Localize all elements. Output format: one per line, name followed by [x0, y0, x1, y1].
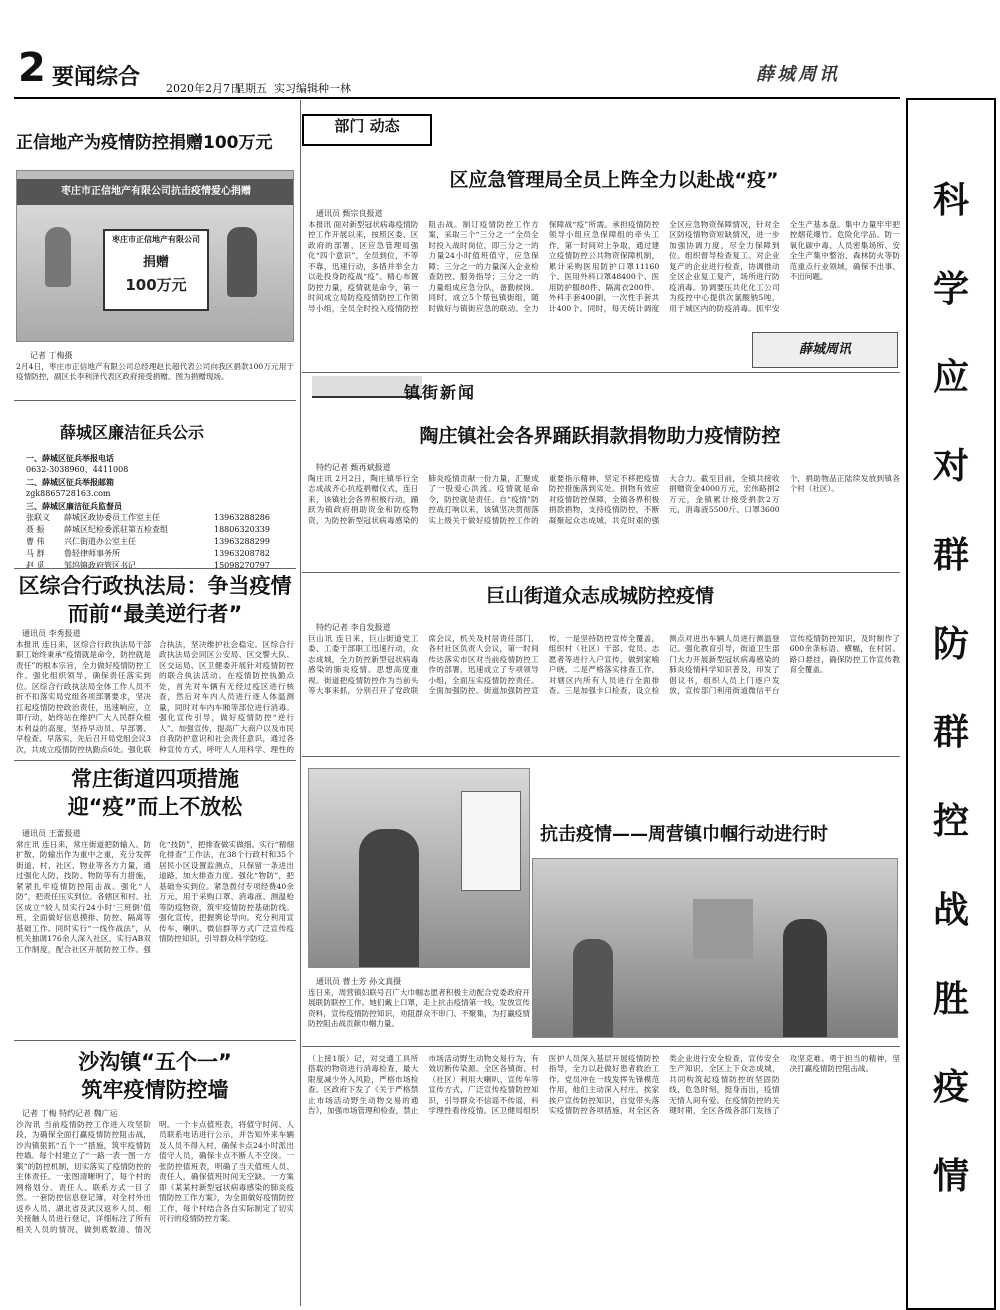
notice-paper [461, 791, 521, 891]
shagou-byline: 记者 丁梅 特约记者 魏广运 [22, 1109, 118, 1118]
member-row: 张联义 薛城区政协委员工作室主任 13963288286 [26, 513, 270, 522]
side-banner [906, 98, 996, 1310]
person-figure [359, 829, 419, 968]
banner-char: 疫 [932, 1067, 969, 1109]
person-figure [573, 939, 613, 1038]
sign-amount: 100万元 [125, 276, 187, 294]
newspaper-logo: 薛城周讯 [756, 64, 840, 85]
editor-name: 种一林 [318, 82, 351, 95]
banner-char: 战 [932, 889, 969, 931]
changzhuang-title: 常庄街道四项措施 迎“疫”而上不放松 [67, 767, 243, 820]
sign-company: 枣庄市正信地产有限公司 [112, 235, 200, 244]
banner-char: 群 [932, 534, 969, 576]
divider [302, 756, 900, 757]
member-row: 赵 觅 邹坞镇政府管区书记 15098270797 [26, 561, 270, 570]
logo-inset: 薛城周讯 [752, 332, 898, 368]
dept-tag: 部门 动态 [302, 114, 432, 146]
divider [14, 568, 296, 569]
notice-title: 薛城区廉洁征兵公示 [60, 423, 205, 442]
banner-char: 群 [932, 712, 969, 754]
editor-label: 实习编辑 [274, 82, 318, 95]
divider [302, 372, 900, 373]
photo-volunteers-poster [308, 768, 530, 968]
person-figure [45, 227, 71, 287]
town-body: 陶庄讯 2月2日，陶庄镇举行全志成战齐心抗疫捐赠仪式，连日来，该镇社会各界积极行动，踊跃为镇政府捐助资金和防疫物资，为防控新型冠状病毒感染的肺炎疫情贡献一份力量，汇聚成了一股爱心洪流。疫情就是命令，防控就是责任。自“疫情”防控战打响以来，该镇坚决贯彻落实上级关于做好疫情防控工作的重要指示精神，坚定不移把疫情防控措施落到实处。捐物有效应对疫情防控保障，全镇各界积极捐款捐物，支持疫情防控，不断凝聚起众志成城、共克时艰的强大合力。截至目前，全镇共接收捐赠资金4000万元，宏伟路捐2万元，金镇累计接受捐款2万元，消毒液5500斤、口罩3600个，捐助物品正陆续发放到镇各个村（社区）。 [308, 474, 900, 525]
member-row: 曹 伟 兴仁街道办公室主任 13963288299 [26, 537, 270, 546]
notice-s3-title: 三、薛城区廉洁征兵监督员 [26, 501, 122, 511]
member-row: 聂 振 薛城区纪检委派驻第五检查组 18806320339 [26, 525, 270, 534]
banner-char: 胜 [932, 978, 969, 1020]
donation-title: 正信地产为疫情防控捐赠100万元 [16, 133, 273, 153]
divider [302, 1046, 900, 1047]
photo-story-caption: 连日来，周营镇妇联号召广大巾帼志愿者积极主动配合党委政府开展联防联控工作。她们戴上口罩，走上抗击疫情第一线，发放宣传资料，宣传疫情防控知识，劝阻群众不串门、不聚集，为打赢疫情防控阻击战贡献巾帼力量。 [308, 988, 530, 1029]
door-panel [693, 899, 753, 959]
town-byline: 特约记者 甄再斌报道 [316, 463, 391, 472]
donation-byline: 记者 丁梅摄 [30, 351, 73, 360]
donation-photo [16, 170, 294, 342]
shagou-body: 沙沟讯 当前疫情防控工作进入攻坚阶段，为确保全面打赢疫情防控阻击战，沙沟镇狠抓“五个一”措施，筑牢疫情防控墙。每个村建立了“一路一表一图一方案”的防控机制，切实落实了疫情防控的主体责任。一张图清晰明了，每个村的网格划分、责任人、联系方式一目了然。一套防控信息登记簿，对全村外出返乡人员、湖北省及武汉返乡人员、相关接触人员进行登记，详细标注了所有相关人员的情况，做到底数清、情况明。一个卡点值班表，将值守时间、人员联系电话进行公示，并告知外来车辆及人员不得入村，确保卡点24小时派出值守人员，确保卡点不断人不空岗。一张防控值班表，明确了当天值班人员、责任人，确保值班时间无空缺。一方案即《某某村新型冠状病毒感染的肺炎疫情防控工作方案》，为全面做好疫情防控工作，每个村结合各自实际制定了切实可行的疫情防控方案。 [16, 1120, 294, 1234]
issue-date: 2020年2月7日 [166, 82, 241, 95]
notice-body [26, 452, 290, 572]
changzhuang-body: 常庄讯 连日来，常庄街道把防输入、防扩散、防输出作为重中之重，充分发挥街道、村、社区、物业等各方力量，通过强化人防、技防、物防等有力措施，紧紧扎牢疫情防控阻击战。强化“人防”，把责任压实到位。各辖区和村、社区成立“较人员实行24小时‘三班倒’值班，全面做好信息摸排、防控、隔离等基础工作。同时实行“一线作战法”，从机关抽调176余人深入社区，实行AB双工作制度，配合社区开展防控工作。强化“技防”，把排查做实做细。实行“精细化排查”工作法，在38个行政村和35个居民小区设置监测点，只保留一条进出道路，加大排查力度。强化“物防”，把基础夯实到位。紧急拨付专项经费40余万元，用于采购口罩、消毒液、测温枪等防疫物资，筑牢疫情防控基础防线。强化宣传，把握舆论导向。充分利用宣传车、喇叭、微信群等方式广泛宣传疫情防控知识，引导群众科学防疫。 [16, 840, 294, 954]
town-tag: 镇街新闻 [404, 383, 477, 402]
banner-char: 科 [932, 179, 969, 221]
law-body: 本报讯 连日来，区综合行政执法局干部职工始终秉承“疫情就是命令，防控就是责任”的根本宗旨，全力做好疫情防控工作。强化组织领导，确保责任落实到位。区综合行政执法局全体工作人员不折不扣落实局党组各项部署要求，坚决扛起疫情防控政治责任，迅速响应，立即行动，始终站在维护广大人民群众根本利益的高度，坚持早动员、早部署、早检查、早落实，先后召开局党组会议3次，共成立疫情防控执勤点6处。强化联合执法，坚决维护社会稳定。区综合行政执法局会同区公安局、区交警大队、区交运局、区卫健委开展针对疫情防控的联合执法活动。在疫情防控执勤点处，首先对车辆有无经过疫区进行核查，然后对车内人员进行逐人体温测量，同时对车内车厢等部位进行消毒。强化宣传引导，做好疫情防控“逆行人”。加强宣传，提高广大商户以及市民自我防护意识和社会责任意识，通过各种宣传方式，呼吁人人用科学、理性的 [16, 640, 294, 754]
bottom-article-body: （上接1版）记，对交通工具所搭载的物资进行消毒检查，最大限度减少外入风险，严格市场检查。区政府下发了《关于严格禁止市场活动野生动物交易的通告》，加强市场管理和检查，禁止市场活动野生动物交易行为，有效切断传染源。全区各镇街、村（社区）利用大喇叭、宣传车等宣传方式，广泛宣传疫情防控知识，引导群众不信谣不传谣，科学理性看待疫情。区卫健局组织医护人员深入基层开展疫情防控指导，全力以赴做好患者救治工作。党员冲在一线发挥先锋模范作用，他们主动深入村庄，挨家挨户宣传防控知识，自觉带头落实疫情防控各项措施，对全区各类企业进行安全检查，宣传安全生产知识。全区上下众志成城，共同构筑起疫情防控的坚固防线，危急时刻，挺身而出，疫情无情人间有爱。在疫情防控的关键时期，全区各级各部门发扬了攻坚克难、勇于担当的精神，坚决打赢疫情防控阻击战。 [308, 1054, 900, 1116]
banner-char: 对 [932, 446, 969, 488]
header-rule [14, 97, 900, 99]
person-figure [783, 919, 827, 1038]
dept-body: 本报讯 面对新型冠状病毒疫情防控工作开展以来，按照区委、区政府的部署，区应急管理局强化“四个意识”，全员到位，不等不靠，迅速行动，多措并举全力以赴投身防疫战“疫”。精心布置防控力量，疫情就是命令，第一时间成立局防疫疫情防控工作领导小组，全员全时投入疫情防控阻击战。制订疫情防控工作方案，采取三个“三分之一”全员全时投入战时岗位，即三分之一的力量24小时值班值守，应急保障；三分之一的力量深入企业检查防控、服务指导；三分之一的力量组成应急分队，备勤候岗。同时，成立5个帮包镇街组，随时做好与镇街应急的联动。全力保障战“疫”所需。承担疫情防控领导小组应急保障组的牵头工作，第一时间对上争取，通过建立疫情防控公共物资保障机制，累计采购医用防护口罩11160个、医用外科口罩48400个、医用防护服80件、隔离衣200件、外科手套400副，一次性手套共计400个。同时，每天统计调度全区应急物资保障情况，针对全区防疫情物资短缺情况，进一步加强协调力度，尽全力保障到位。组织督导检查复工。对企业复产的企业进行检查，协调推动全区企业复工复产，场所进行防疫消毒。协调要压共化化工公司为疫控中心提供次氯酸钠5吨，用于城区内的防疫消毒。抓牢安全生产基本盘。集中力量牢牢把控烟花爆竹、危险化学品、防一氧化碳中毒、人员密集场所、安全生产集中整治、森林防火等防范重点行业领域，确保不出事、不出问题。 [308, 220, 900, 313]
section-name: 要闻综合 [52, 65, 141, 90]
banner-char: 学 [932, 268, 969, 310]
town-title: 陶庄镇社会各界踊跃捐款捐物助力疫情防控 [419, 425, 781, 447]
sign-donation-label: 捐赠 [142, 255, 169, 270]
changzhuang-byline: 通讯员 王蕾报道 [22, 829, 81, 838]
banner-char: 控 [932, 801, 969, 843]
divider [14, 400, 296, 401]
issue-weekday: 星期五 [234, 82, 267, 95]
photo-volunteers-street [532, 858, 898, 1038]
dept-byline: 通讯员 甄宗良报道 [316, 209, 383, 218]
divider [14, 1040, 296, 1041]
photo-story-byline: 通讯员 曹士芳 孙文真摄 [316, 977, 402, 986]
donation-sign [103, 229, 209, 311]
notice-s1-title: 一、薛城区征兵举报电话 [26, 453, 114, 463]
juzhan-byline: 特约记者 李自发报道 [316, 623, 391, 632]
dept-title: 区应急管理局全员上阵全力以赴战“疫” [449, 169, 779, 191]
donation-caption: 2月4日，枣庄市正信地产有限公司总经理赵长超代表公司向我区捐款100万元用于疫情防控，副区长李利泽代表区政府接受捐赠。图为捐赠现场。 [16, 362, 294, 382]
law-title: 区综合行政执法局：争当疫情 而前“最美逆行者” [18, 574, 292, 627]
donation-banner: 枣庄市正信地产有限公司抗击疫情爱心捐赠 [17, 179, 294, 205]
juzhan-title: 巨山街道众志成城防控疫情 [485, 585, 714, 607]
notice-s2-title: 二、薛城区征兵举报邮箱 [26, 477, 114, 487]
banner-char: 应 [932, 357, 969, 399]
juzhan-body: 巨山讯 连日来，巨山街道党工委、工委干部职工迅速行动，众志成城，全力防控新型冠状病毒感染的肺炎疫情。思想高度重视。街道把疫情防控作为当前头等大事来抓，分别召开了党政联席会议，机关及村居责任部门，各村社区负责人会议，第一时间传达落实市区对当前疫情防控工作的部署，迅速成立了专项领导小组，全面压实疫情防控责任。全面加强防控。街道加强防控宣传，一是坚持防控宣传全覆盖，组织村（社区）干部、党员、志愿者等进行入户宣传，做到家喻户晓。二是严格落实排查工作，对辖区内所有人员进行全面排查。三是加强卡口检查，设立检测点对进出车辆人员进行测温登记。强化教育引导，街道卫生部门大力开展新型冠状病毒感染的肺炎疫情科学知识普及，印发了倡议书，组织人员上门逐户发放，宣传部门利用街道微信平台宣传疫情防控知识，及时制作了600余条标语、横幅，在村居、路口悬挂，确保防控工作宣传教育全覆盖。 [308, 634, 900, 696]
shagou-title: 沙沟镇“五个一” 筑牢疫情防控墙 [78, 1050, 232, 1103]
divider [302, 572, 900, 573]
notice-s2-body: zgk8865728163.com [26, 489, 111, 498]
member-row: 马 群 鲁轻律师事务所 13963208782 [26, 549, 270, 558]
page-number: 2 [18, 45, 46, 91]
divider [14, 760, 296, 761]
banner-char: 防 [932, 623, 969, 665]
notice-s1-body: 0632-3038960、4411008 [26, 465, 129, 474]
person-figure [227, 227, 257, 297]
column-divider [300, 100, 301, 1306]
photo-story-title: 抗击疫情——周营镇巾帼行动进行时 [540, 824, 828, 845]
law-byline: 通讯员 李秀报道 [22, 629, 81, 638]
banner-char: 情 [932, 1156, 969, 1198]
